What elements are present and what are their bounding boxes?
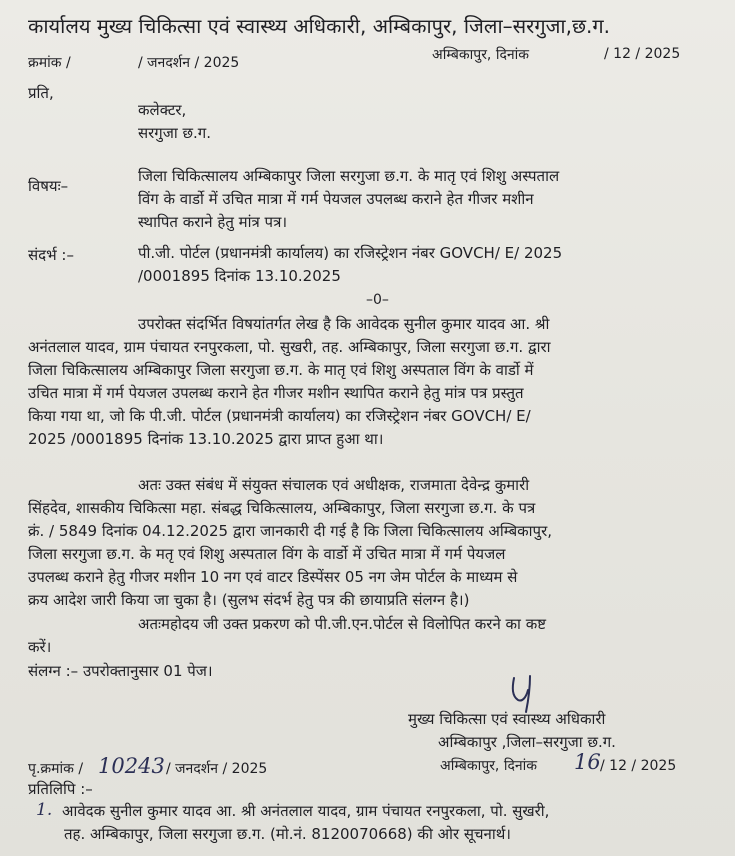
reference-line: /0001895 दिनांक 13.10.2025 <box>138 267 341 285</box>
endorsement-ref-suffix: / जनदर्शन / 2025 <box>166 761 268 777</box>
body-line: उपरोक्त संदर्भित विषयांतर्गत लेख है कि आवेदक सुनील कुमार यादव आ. श्री <box>138 315 550 333</box>
header-date: / 12 / 2025 <box>604 46 681 62</box>
endorsement-place-date: अम्बिकापुर, दिनांक <box>440 758 538 774</box>
copy-label: प्रतिलिपि :– <box>28 780 93 798</box>
reference-text <box>138 242 562 288</box>
subject-text <box>138 165 559 234</box>
ref-value: / जनदर्शन / 2025 <box>138 55 240 71</box>
body-line: अतःमहोदय जी उक्त प्रकरण को पी.जी.एन.पोर्टल से विलोपित करने का कष्ट <box>138 615 546 633</box>
subject-line: जिला चिकित्सालय अम्बिकापुर जिला सरगुजा छ.ग. के मातृ एवं शिशु अस्पताल <box>138 167 560 185</box>
body-line: किया गया था, जो कि पी.जी. पोर्टल (प्रधानमंत्री कार्यालय) का रजिस्ट्रेशन नंबर GOVCH/ E/ <box>28 407 531 425</box>
handwritten-ref-number: 10243 <box>98 754 165 778</box>
copy-item-line: आवेदक सुनील कुमार यादव आ. श्री अनंतलाल यादव, ग्राम पंचायत रनपुरकला, पो. सुखरी, <box>62 802 550 820</box>
place-date-label: अम्बिकापुर, दिनांक <box>432 47 530 63</box>
body-line: जिला सरगुजा छ.ग. के मतृ एवं शिशु अस्पताल विंग के वार्डो में उचित मात्रा में गर्म पेयजल <box>28 545 506 563</box>
separator: –0– <box>366 292 389 308</box>
body-line: सिंहदेव, शासकीय चिकित्सा महा. संबद्ध चिकित्सालय, अम्बिकापुर, जिला सरगुजा छ.ग. के पत्र <box>28 499 536 517</box>
body-line: जिला चिकित्सालय अम्बिकापुर जिला सरगुजा छ.ग. के मातृ एवं शिशु अस्पताल विंग के वार्डो में <box>28 361 534 379</box>
body-line: करें। <box>28 638 52 656</box>
body-line: अतः उक्त संबंध में संयुक्त संचालक एवं अधीक्षक, राजमाता देवेन्द्र कुमारी <box>138 476 530 494</box>
signatory-title: मुख्य चिकित्सा एवं स्वास्थ्य अधिकारी <box>408 710 606 728</box>
body-line: क्रं. / 5849 दिनांक 04.12.2025 द्वारा जानकारी दी गई है कि जिला चिकित्सालय अम्बिकापुर, <box>28 522 552 540</box>
body-paragraph-2 <box>28 474 552 612</box>
subject-line: विंग के वार्डो में उचित मात्रा में गर्म पेयजल उपलब्ध कराने हेत गीजर मशीन <box>138 190 534 208</box>
body-paragraph-3 <box>28 613 546 659</box>
signature-mark <box>508 674 538 714</box>
subject-line: स्थापित कराने हेतु मांत्र पत्र। <box>138 213 288 231</box>
endorsement-date-suffix: / 12 / 2025 <box>600 758 677 774</box>
body-line: क्रय आदेश जारी किया जा चुका है। (सुलभ संदर्भ हेतु पत्र की छायाप्रति संलग्न है।) <box>28 591 470 609</box>
reference-label: संदर्भ :– <box>28 246 74 264</box>
prati-label: प्रति, <box>28 84 54 102</box>
signatory-place: अम्बिकापुर ,जिला–सरगुजा छ.ग. <box>438 733 616 751</box>
body-line: उचित मात्रा में गर्म पेयजल उपलब्ध कराने हेत गीजर मशीन स्थापित कराने हेतु मांत्र पत्र प्रस्तुत <box>28 384 524 402</box>
recipient-designation: कलेक्टर, <box>138 101 187 119</box>
copy-item-line: तह. अम्बिकापुर, जिला सरगुजा छ.ग. (मो.नं. 8120070668) की ओर सूचनार्थ। <box>64 825 511 843</box>
body-line: उपलब्ध कराने हेतु गीजर मशीन 10 नग एवं वाटर डिस्पेंसर 05 नग जेम पोर्टल के माध्यम से <box>28 568 518 586</box>
subject-label: विषयः– <box>28 177 69 195</box>
handwritten-day: 16 <box>574 750 601 774</box>
body-line: अनंतलाल यादव, ग्राम पंचायत रनपुरकला, पो. सुखरी, तह. अम्बिकापुर, जिला सरगुजा छ.ग. द्वारा <box>28 338 551 356</box>
reference-line: पी.जी. पोर्टल (प्रधानमंत्री कार्यालय) का रजिस्ट्रेशन नंबर GOVCH/ E/ 2025 <box>138 244 563 262</box>
body-line: 2025 /0001895 दिनांक 13.10.2025 द्वारा प्राप्त हुआ था। <box>28 430 384 448</box>
recipient-location: सरगुजा छ.ग. <box>138 124 211 142</box>
ref-label: क्रमांक / <box>28 55 71 71</box>
copy-item-1 <box>62 800 549 846</box>
office-title: कार्यालय मुख्य चिकित्सा एवं स्वास्थ्य अधिकारी, अम्बिकापुर, जिला–सरगुजा,छ.ग. <box>28 14 610 38</box>
enclosure-note: संलग्न :– उपरोक्तानुसार 01 पेज। <box>28 662 213 680</box>
endorsement-ref-label: पृ.क्रमांक / <box>28 761 84 777</box>
copy-item-number: 1. <box>36 800 53 820</box>
body-paragraph-1 <box>28 313 551 451</box>
